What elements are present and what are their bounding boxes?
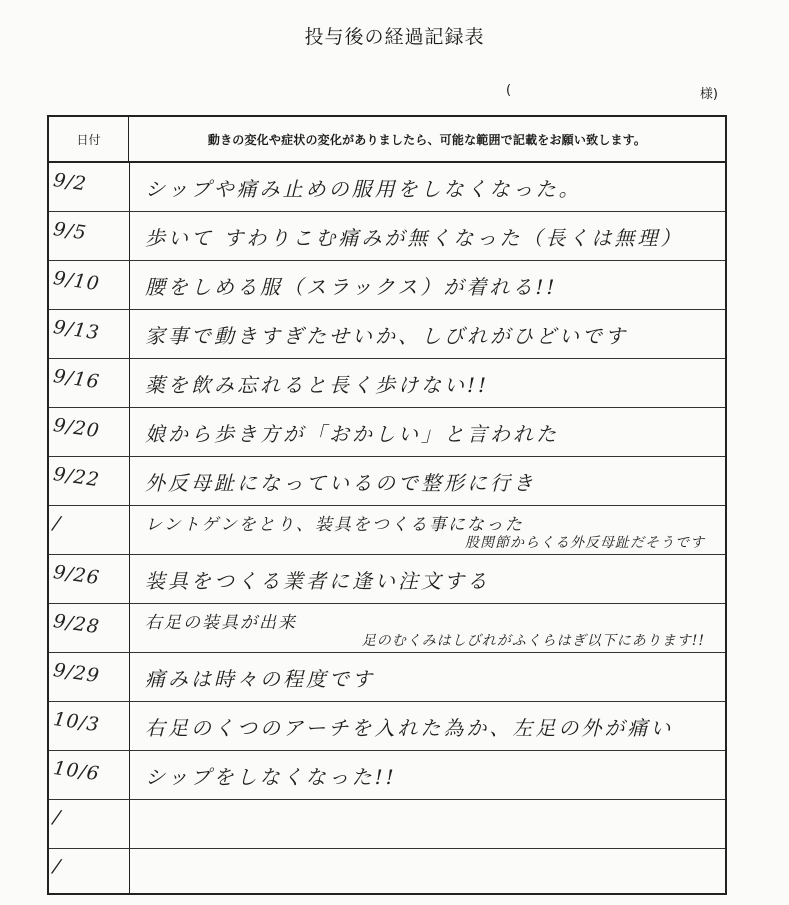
table-row <box>49 506 725 555</box>
entry-date[interactable]: 9/29 <box>51 659 102 688</box>
entry-date[interactable]: 9/5 <box>51 218 89 245</box>
table-row <box>49 163 725 212</box>
entry-note[interactable]: 右足の装具が出来 <box>145 613 297 633</box>
date-column-header: 日付 <box>49 117 129 161</box>
table-row <box>49 457 725 506</box>
table-row <box>49 653 725 702</box>
page-title: 投与後の経過記録表 <box>304 26 485 48</box>
entry-note[interactable]: シップをしなくなった!! <box>145 765 397 789</box>
table-row <box>49 800 725 849</box>
table-header <box>49 117 725 163</box>
name-suffix: 様) <box>699 87 718 102</box>
entry-note[interactable]: 薬を飲み忘れると長く歩けない!! <box>145 373 490 397</box>
entry-date[interactable]: 10/3 <box>51 708 102 737</box>
table-row <box>49 359 725 408</box>
table-row <box>49 261 725 310</box>
entry-note[interactable]: 外反母趾になっているので整形に行き <box>145 471 536 495</box>
entry-date[interactable]: 9/22 <box>51 463 102 492</box>
table-row <box>49 751 725 800</box>
entry-date[interactable]: / <box>51 806 63 829</box>
entry-note[interactable]: 歩いて すわりこむ痛みが無くなった（長くは無理） <box>145 226 684 250</box>
progress-record-table <box>47 115 727 895</box>
entry-note[interactable]: 装具をつくる業者に逢い注文する <box>145 569 490 593</box>
entry-date[interactable]: 9/20 <box>51 414 102 443</box>
entry-note-continuation: 股関節からくる外反母趾だそうです <box>465 535 705 551</box>
entry-date[interactable]: 9/26 <box>51 561 102 590</box>
entry-date[interactable]: / <box>51 855 63 878</box>
table-row <box>49 408 725 457</box>
entry-date[interactable]: 9/2 <box>51 169 89 196</box>
entry-note[interactable]: レントゲンをとり、装具をつくる事になった <box>145 515 524 535</box>
entry-note[interactable]: 家事で動きすぎたせいか、しびれがひどいです <box>145 324 628 348</box>
entry-note[interactable]: 右足のくつのアーチを入れた為か、左足の外が痛い <box>145 716 674 740</box>
name-open-paren: ( <box>506 83 512 98</box>
table-row <box>49 702 725 751</box>
notes-column-header: 動きの変化や症状の変化がありましたら、可能な範囲で記載をお願い致します。 <box>207 132 647 147</box>
table-row <box>49 604 725 653</box>
patient-name-field[interactable] <box>506 83 718 102</box>
table-row <box>49 849 725 898</box>
entry-date[interactable]: 9/28 <box>51 610 102 639</box>
entry-date[interactable]: 9/10 <box>51 267 102 296</box>
entry-date[interactable]: 9/13 <box>51 316 102 345</box>
entry-date[interactable]: 10/6 <box>51 757 102 786</box>
entry-note[interactable]: 娘から歩き方が「おかしい」と言われた <box>145 422 559 446</box>
entry-date[interactable]: / <box>51 512 63 535</box>
entry-note[interactable]: 痛みは時々の程度です <box>145 667 375 691</box>
entry-note[interactable]: 腰をしめる服（スラックス）が着れる!! <box>145 275 558 299</box>
table-row <box>49 212 725 261</box>
entry-note-continuation: 足のむくみはしびれがふくらはぎ以下にあります!! <box>361 633 705 649</box>
table-row <box>49 310 725 359</box>
table-row <box>49 555 725 604</box>
entry-note[interactable]: シップや痛み止めの服用をしなくなった。 <box>145 177 582 201</box>
entry-date[interactable]: 9/16 <box>51 365 102 394</box>
